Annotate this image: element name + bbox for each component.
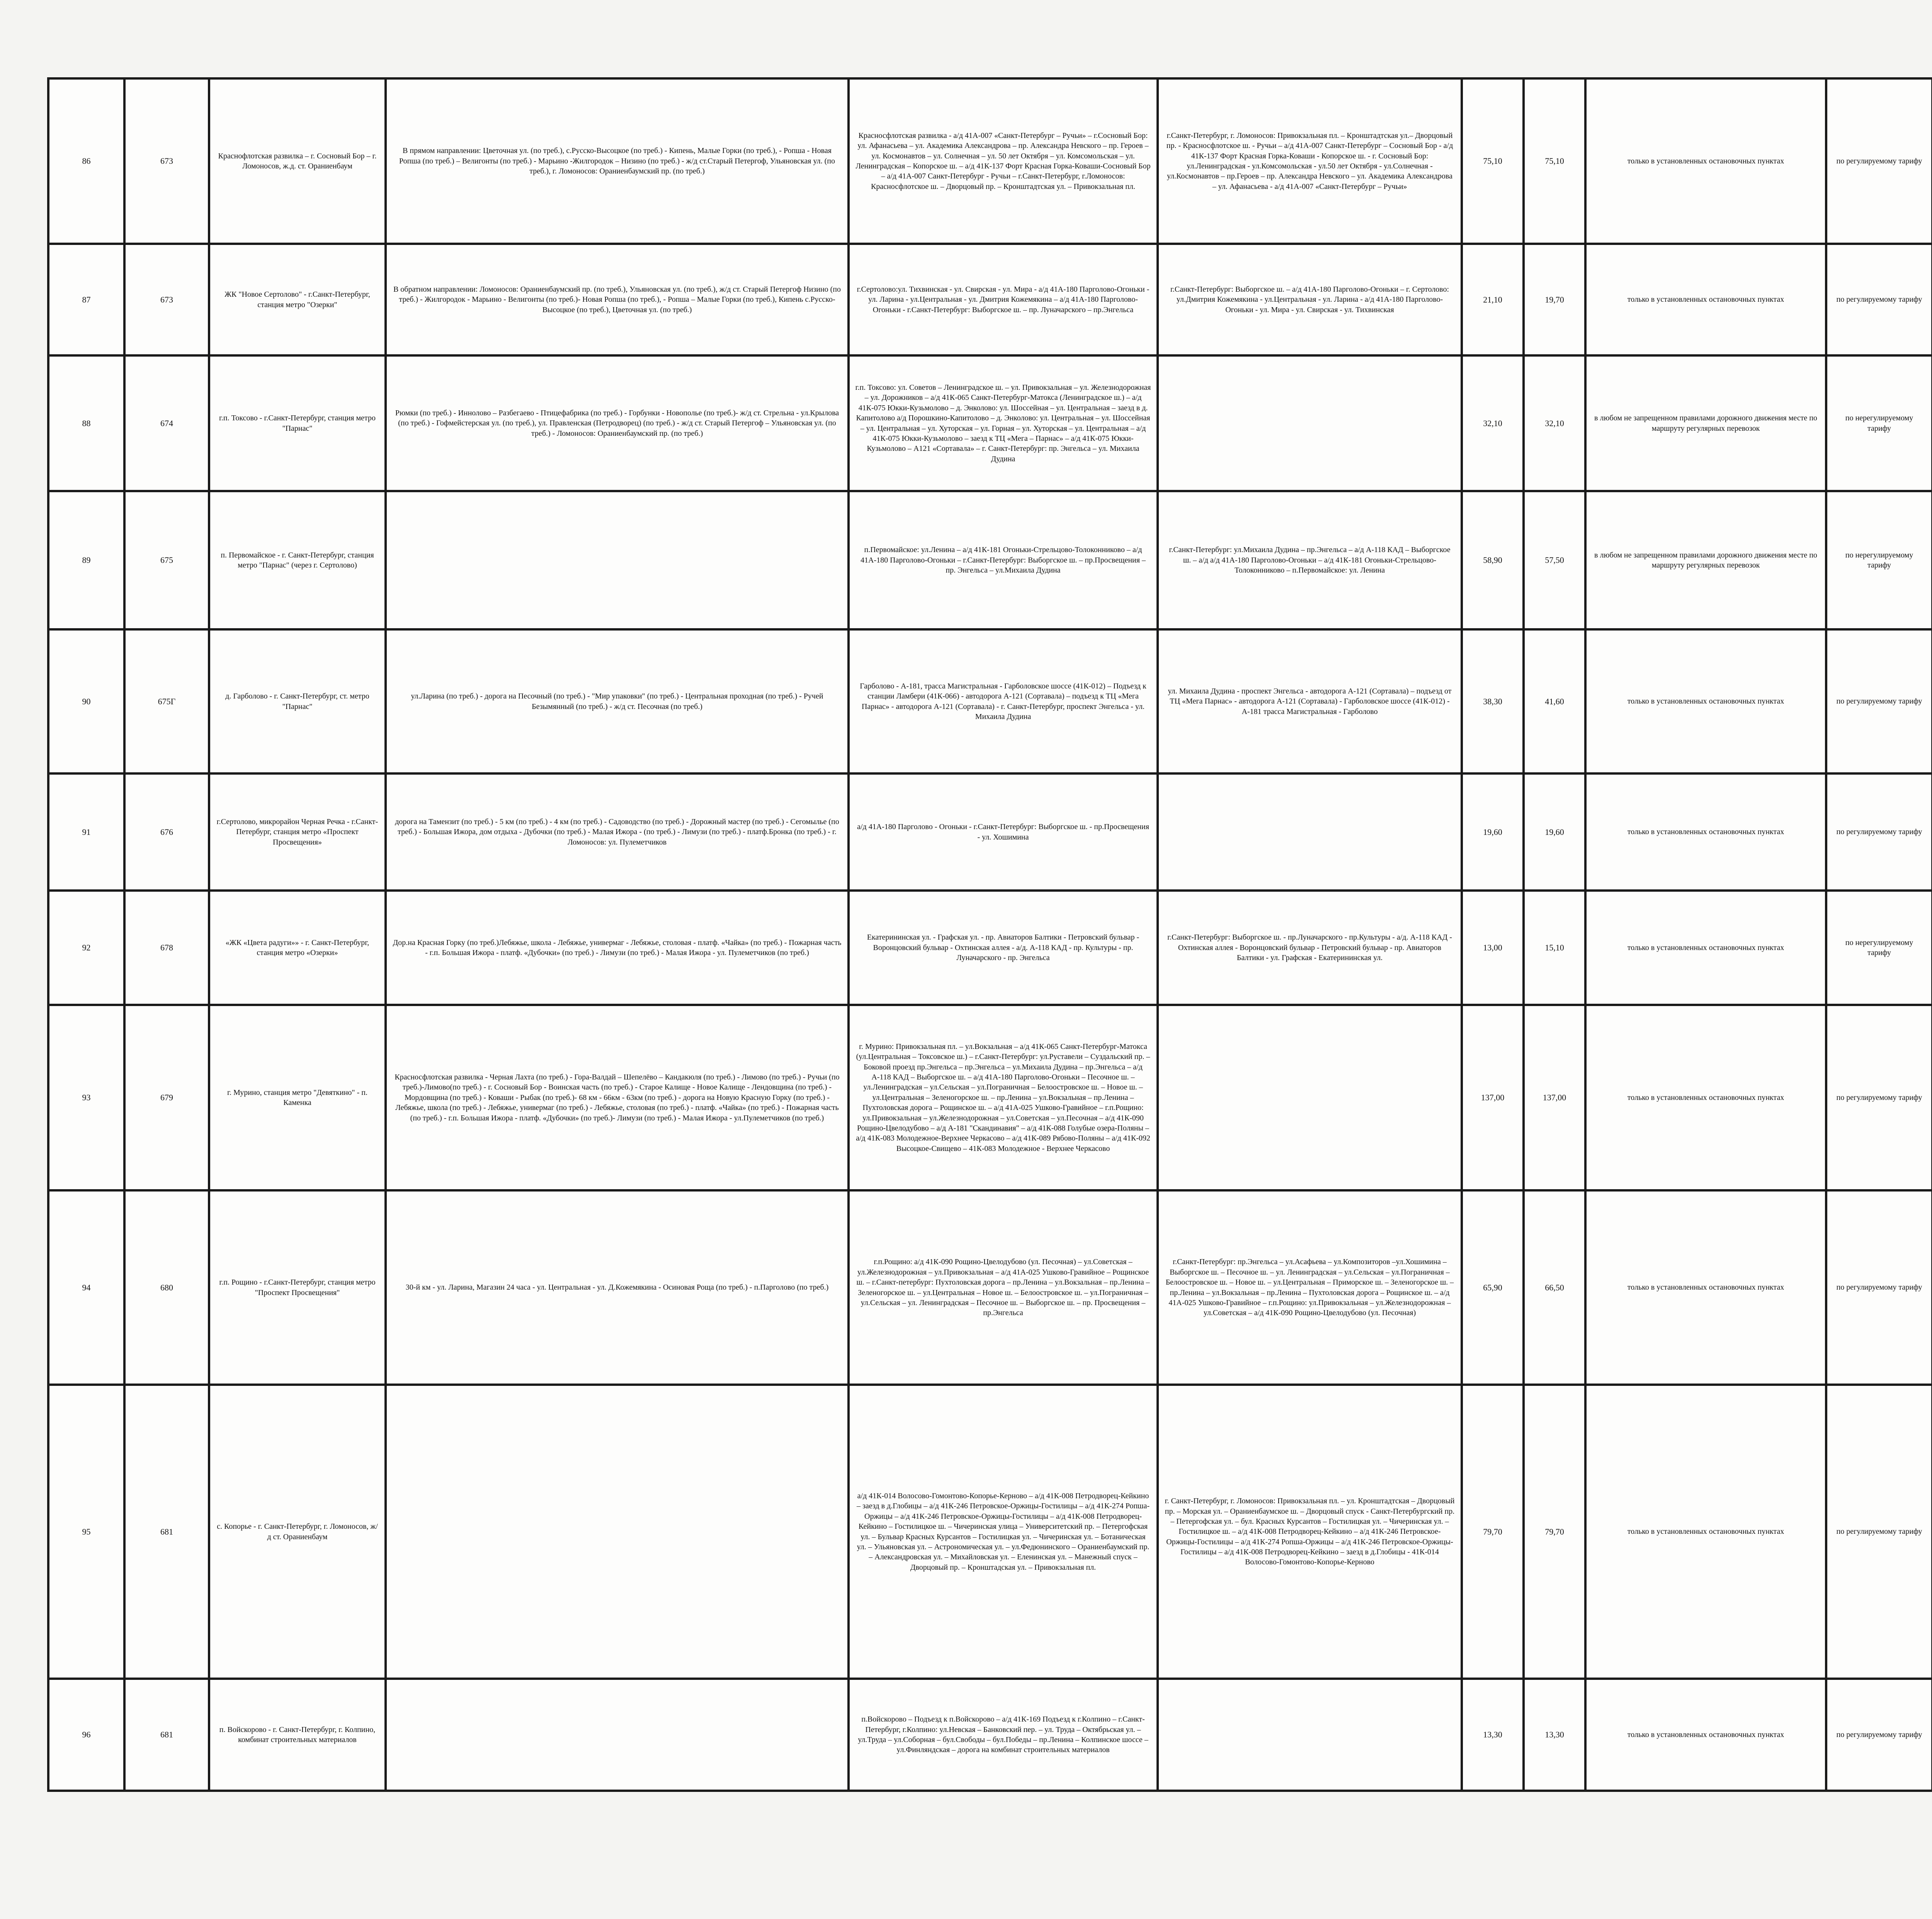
cell-path-forward: п.Войскорово – Подъезд к п.Войскорово – а/д 41К-169 Подъезд к г.Колпино – г.Санкт-Петербург, г.Колпино: ул.Невская – Банковский пер. – ул. Труда – Октябрьская ул. – ул.Труда – ул.Соборная – бул.Свободы – бул.Победы – пр.Ленина – Колпинское шоссе – ул.Финляндская – дорога на комбинат строительных материалов — [849, 1679, 1158, 1791]
table-row — [48, 629, 1932, 773]
cell-tariff-type: по регулируемому тарифу — [1826, 629, 1932, 773]
cell-length-backward: 15,10 — [1524, 891, 1585, 1005]
cell-path-forward: Екатерининская ул. - Графская ул. - пр. Авиаторов Балтики - Петровский бульвар - Воронцовский бульвар - Охтинская аллея - а/д. А-118 КАД - пр. Культуры - пр. Луначарского - пр. Энгельса — [849, 891, 1158, 1005]
cell-route-number: 681 — [124, 1385, 209, 1679]
table-row — [48, 244, 1932, 355]
cell-row-number: 89 — [48, 491, 124, 629]
cell-boarding-procedure: только в установленных остановочных пунктах — [1585, 1190, 1826, 1385]
cell-route-number: 679 — [124, 1005, 209, 1190]
cell-length-backward: 19,70 — [1524, 244, 1585, 355]
cell-route-endpoints: с. Копорье - г. Санкт-Петербург, г. Ломоносов, ж/д ст. Ораниенбаум — [209, 1385, 386, 1679]
cell-length-backward: 75,10 — [1524, 78, 1585, 244]
cell-length-forward: 21,10 — [1462, 244, 1524, 355]
cell-route-number: 673 — [124, 244, 209, 355]
cell-path-forward: г. Мурино: Привокзальная пл. – ул.Вокзальная – а/д 41К-065 Санкт-Петербург-Матокса (ул.Центральная – Токсовское ш.) – г.Санкт-Петербург: ул.Руставели – Суздальский пр. – Боковой проезд пр.Энгельса – пр.Энгельса – ул.Михаила Дудина – пр.Энгельса – а/д А-118 КАД – Выборгское ш. – а/д 41А-180 Парголово-Огоньки – Песочное ш. – ул.Ленинградская – ул.Сельская – ул.Пограничная – Белоостровское ш. – Новое ш. – ул.Центральная – Зеленогорское ш. – пр.Ленина – ул.Вокзальная – пр.Ленина – Пухтоловская дорога – Рощинское ш. – а/д 41А-025 Ушково-Гравийное – г.п.Рощино: ул.Привокзальная – ул.Железнодорожная – ул.Советская – ул.Песочная – а/д 41К-090 Рощино-Цвелодубово – а/д А-181 "Скандинавия" – а/д 41К-088 Голубые озера-Поляны – а/д 41К-083 Молодежное-Верхнее Черкасово – а/д 41К-089 Рябово-Поляны – а/д 41К-092 Высоцкое-Свищево – 41К-083 Молодежное - Верхнее Черкасово — [849, 1005, 1158, 1190]
cell-boarding-procedure: только в установленных остановочных пунктах — [1585, 773, 1826, 891]
cell-path-backward: г. Санкт-Петербург, г. Ломоносов: Привокзальная пл. – ул. Кронштадтская – Дворцовый пр. – Морская ул. – Ораниенбаумское ш. – Дворцовый спуск - Санкт-Петербургский пр. – Петергофская ул. – бул. Красных Курсантов – Гостилицкая ул. – Чичеринская ул. – Гостилицкое ш. – а/д 41К-008 Петродворец-Кейкино – а/д 41К-246 Петровское-Оржицы-Гостилицы – а/д 41К-274 Ропша-Оржицы – а/д 41К-246 Петровское-Оржицы-Гостилицы – а/д 41К-008 Петродворец-Кейкино – заезд в д.Глобицы - 41К-014 Волосово-Гомонтово-Копорье-Керново — [1158, 1385, 1462, 1679]
cell-length-forward: 58,90 — [1462, 491, 1524, 629]
cell-intermediate-stops: Рюмки (по треб.) - Иннолово – Разбегаево - Птицефабрика (по треб.) - Горбунки - Новополье (по треб.)- ж/д ст. Стрельна - ул.Крылова (по треб.) - Гофмейстерская ул. (по треб.), ул. Правленская (Петродворец) (по треб.) - ж/д ст. Старый Петергоф – Ульяновская ул. (по треб.) - Ломоносов: Ораниенбаумский пр. (по треб.) — [386, 355, 849, 491]
cell-length-backward: 66,50 — [1524, 1190, 1585, 1385]
cell-boarding-procedure: только в установленных остановочных пунктах — [1585, 891, 1826, 1005]
table-row — [48, 773, 1932, 891]
cell-route-endpoints: Краснофлотская развилка – г. Сосновый Бор – г. Ломоносов, ж.д. ст. Ораниенбаум — [209, 78, 386, 244]
cell-row-number: 88 — [48, 355, 124, 491]
cell-length-forward: 79,70 — [1462, 1385, 1524, 1679]
table-row — [48, 1005, 1932, 1190]
cell-tariff-type: по регулируемому тарифу — [1826, 773, 1932, 891]
registry-body — [48, 78, 1932, 1791]
cell-path-backward: г.Санкт-Петербург: Выборгское ш. - пр.Луначарского - пр.Культуры - а/д. А-118 КАД - Охтинская аллея - Воронцовский бульвар - Петровский бульвар - пр. Авиаторов Балтики - ул. Графская - Екатерининская ул. — [1158, 891, 1462, 1005]
cell-boarding-procedure: только в установленных остановочных пунктах — [1585, 1005, 1826, 1190]
cell-length-backward: 79,70 — [1524, 1385, 1585, 1679]
cell-intermediate-stops: Красносфлотская развилка - Черная Лахта (по треб.) - Гора-Валдай – Шепелёво – Кандакюля (по треб.) - Лимово (по треб.) - Ручьи (по треб.)-Лимово(по треб.) - г. Сосновый Бор - Воинская часть (по треб.) - Старое Калище - Новое Калище - Лендовщина (по треб.) - Мордовщина (по треб.) - Коваши - Рыбак (по треб.)- 68 км - 66км - 63км (по треб.) - дорога на Новую Красную Горку (по треб.) - Лебяжье, школа (по треб.) - Лебяжье, универмаг (по треб.) - Лебяжье, столовая (по треб.) - платф. «Чайка» (по треб.) - Пожарная часть (по треб.) - г.п. Большая Ижора - платф. «Дубочки» (по треб.)- Лимузи (по треб.) - Малая Ижора - ул.Пулеметчиков (по треб.) — [386, 1005, 849, 1190]
cell-path-backward: г.Санкт-Петербург: ул.Михаила Дудина – пр.Энгельса – а/д А-118 КАД – Выборгское ш. – а/д а/д 41А-180 Парголово-Огоньки – а/д 41К-181 Огоньки-Стрельцово-Толоконниково – п.Первомайское: ул. Ленина — [1158, 491, 1462, 629]
cell-route-endpoints: г.п. Рощино - г.Санкт-Петербург, станция метро "Проспект Просвещения" — [209, 1190, 386, 1385]
cell-route-number: 680 — [124, 1190, 209, 1385]
cell-route-number: 678 — [124, 891, 209, 1005]
cell-row-number: 87 — [48, 244, 124, 355]
cell-intermediate-stops: 30-й км - ул. Ларина, Магазин 24 часа - ул. Центральная - ул. Д.Кожемякина - Осиновая Роща (по треб.) - п.Парголово (по треб.) — [386, 1190, 849, 1385]
cell-route-number: 676 — [124, 773, 209, 891]
cell-path-forward: Гарболово - А-181, трасса Магистральная - Гарболовское шоссе (41К-012) – Подъезд к станции Ламбери (41К-066) - автодорога А-121 (Сортавала) – подъезд к ТЦ «Мега Парнас» - автодорога А-121 (Сортавала) - г. Санкт-Петербург, проспект Энгельса - ул. Михаила Дудина — [849, 629, 1158, 773]
cell-intermediate-stops: В обратном направлении: Ломоносов: Ораниенбаумский пр. (по треб.), Ульяновская ул. (по треб.), ж/д ст. Старый Петергоф Низино (по треб.) - Жилгородок - Марьино - Велигонты (по треб.)- Новая Ропша (по треб.), - Ропша – Малые Горки (по треб.), Кипень с.Русско-Высоцкое (по треб.), Цветочная ул. (по треб.) — [386, 244, 849, 355]
cell-length-backward: 32,10 — [1524, 355, 1585, 491]
cell-tariff-type: по регулируемому тарифу — [1826, 1190, 1932, 1385]
cell-length-backward: 137,00 — [1524, 1005, 1585, 1190]
cell-path-backward — [1158, 355, 1462, 491]
cell-row-number: 91 — [48, 773, 124, 891]
cell-row-number: 92 — [48, 891, 124, 1005]
cell-tariff-type: по регулируемому тарифу — [1826, 1005, 1932, 1190]
cell-boarding-procedure: в любом не запрещенном правилами дорожного движения месте по маршруту регулярных перевозок — [1585, 355, 1826, 491]
cell-route-number: 673 — [124, 78, 209, 244]
cell-row-number: 95 — [48, 1385, 124, 1679]
cell-path-backward — [1158, 773, 1462, 891]
registry-sheet — [47, 77, 1932, 1790]
cell-intermediate-stops: ул.Ларина (по треб.) - дорога на Песочный (по треб.) - "Мир упаковки" (по треб.) - Центральная проходная (по треб.) - Ручей Безымянный (по треб.) - ж/д ст. Песочная (по треб.) — [386, 629, 849, 773]
table-row — [48, 78, 1932, 244]
table-row — [48, 1679, 1932, 1791]
cell-length-forward: 19,60 — [1462, 773, 1524, 891]
cell-tariff-type: по регулируемому тарифу — [1826, 78, 1932, 244]
cell-tariff-type: по регулируемому тарифу — [1826, 244, 1932, 355]
cell-tariff-type: по нерегулируемому тарифу — [1826, 891, 1932, 1005]
cell-length-forward: 13,30 — [1462, 1679, 1524, 1791]
cell-route-endpoints: «ЖК «Цвета радуги»» - г. Санкт-Петербург, станция метро «Озерки» — [209, 891, 386, 1005]
cell-route-number: 674 — [124, 355, 209, 491]
cell-route-endpoints: г.Сертолово, микрорайон Черная Речка - г.Санкт-Петербург, станция метро «Проспект Просвещения» — [209, 773, 386, 891]
cell-route-number: 675Г — [124, 629, 209, 773]
cell-boarding-procedure: только в установленных остановочных пунктах — [1585, 1679, 1826, 1791]
cell-length-forward: 75,10 — [1462, 78, 1524, 244]
table-row — [48, 891, 1932, 1005]
cell-route-endpoints: г.п. Токсово - г.Санкт-Петербург, станция метро "Парнас" — [209, 355, 386, 491]
cell-path-backward: г.Санкт-Петербург: пр.Энгельса – ул.Асафьева – ул.Композиторов –ул.Хошимина – Выборгское ш. – Песочное ш. – ул. Ленинградская – ул.Сельская – ул.Пограничная – Белоостровское ш. – Новое ш. – ул.Центральная – Приморское ш. – Зеленогорское ш. – пр.Ленина – ул.Вокзальная – пр.Ленина – Пухтоловская дорога – Рощинское ш. – а/д 41А-025 Ушково-Гравийное – г.п.Рощино: ул.Привокзальная – ул.Железнодорожная – ул.Советская – а/д 41К-090 Рощино-Цвелодубово (ул. Песочная) — [1158, 1190, 1462, 1385]
cell-route-number: 681 — [124, 1679, 209, 1791]
cell-intermediate-stops: Дор.на Красная Горку (по треб.)Лебяжье, школа - Лебяжье, универмаг - Лебяжье, столовая - платф. «Чайка» (по треб.) - Пожарная часть - г.п. Большая Ижора - платф. «Дубочки» (по треб.) - Лимузи (по треб.) - Малая Ижора - ул. Пулеметчиков (по треб.) — [386, 891, 849, 1005]
cell-tariff-type: по нерегулируемому тарифу — [1826, 491, 1932, 629]
cell-boarding-procedure: только в установленных остановочных пунктах — [1585, 1385, 1826, 1679]
cell-row-number: 90 — [48, 629, 124, 773]
cell-path-forward: г.п.Рощино: а/д 41К-090 Рощино-Цвелодубово (ул. Песочная) – ул.Советская – ул.Железнодорожная – ул.Привокзальная – а/д 41А-025 Ушково-Гравийное – Рощинское ш. – г.Санкт-петербург: Пухтоловская дорога – пр.Ленина – ул.Вокзальная – пр.Ленина – Зеленогорское ш. – ул.Центральная – Новое ш. – Белоостровское ш. – ул.Пограничная – ул.Сельская – ул. Ленинградская – Песочное ш. – Выборгское ш. – пр. Просвещения – пр.Энгельса — [849, 1190, 1158, 1385]
route-registry-table — [47, 77, 1932, 1792]
cell-path-backward: ул. Михаила Дудина - проспект Энгельса - автодорога А-121 (Сортавала) – подъезд от ТЦ «Мега Парнас» - автодорога А-121 (Сортавала) - Гарболовское шоссе (41К-012) - А-181 трасса Магистральная - Гарболово — [1158, 629, 1462, 773]
cell-length-backward: 57,50 — [1524, 491, 1585, 629]
cell-tariff-type: по нерегулируемому тарифу — [1826, 355, 1932, 491]
cell-intermediate-stops — [386, 1385, 849, 1679]
cell-route-endpoints: п. Войскорово - г. Санкт-Петербург, г. Колпино, комбинат строительных материалов — [209, 1679, 386, 1791]
cell-route-endpoints: п. Первомайское - г. Санкт-Петербург, станция метро "Парнас" (через г. Сертолово) — [209, 491, 386, 629]
cell-boarding-procedure: только в установленных остановочных пунктах — [1585, 244, 1826, 355]
cell-length-backward: 41,60 — [1524, 629, 1585, 773]
cell-path-forward: г.Сертолово:ул. Тихвинская - ул. Свирская - ул. Мира - а/д 41А-180 Парголово-Огоньки - ул. Ларина - ул.Центральная - ул. Дмитрия Кожемякина – а/д 41А-180 Парголово-Огоньки - г.Санкт-Петербург: Выборгское ш. – пр. Луначарского – пр.Энгельса — [849, 244, 1158, 355]
cell-path-forward: а/д 41К-014 Волосово-Гомонтово-Копорье-Керново – а/д 41К-008 Петродворец-Кейкино – заезд в д.Глобицы – а/д 41К-246 Петровское-Оржицы-Гостилицы – а/д 41К-274 Ропша-Оржицы – а/д 41К-246 Петровское-Оржицы-Гостилицы – а/д 41К-008 Петродворец-Кейкино – Гостилицкое ш. – Чичеринская улица – Университетский пр. – Петергофская ул. – Бульвар Красных Курсантов – Гостилицкая ул. – Чичеринская ул. – Ботаническая ул. – Ульяновская ул. – Астрономическая ул. – ул.Федюнинского – Ораниенбаумский пр. – Александровская ул. – Михайловская ул. – Еленинская ул. – Манежный спуск – Дворцовый пр. – Кронштадская ул. – Привокзальная пл. — [849, 1385, 1158, 1679]
cell-length-forward: 13,00 — [1462, 891, 1524, 1005]
table-row — [48, 1190, 1932, 1385]
cell-route-endpoints: д. Гарболово - г. Санкт-Петербург, ст. метро "Парнас" — [209, 629, 386, 773]
cell-length-forward: 137,00 — [1462, 1005, 1524, 1190]
cell-path-backward — [1158, 1005, 1462, 1190]
cell-row-number: 94 — [48, 1190, 124, 1385]
cell-length-forward: 65,90 — [1462, 1190, 1524, 1385]
cell-row-number: 96 — [48, 1679, 124, 1791]
cell-length-backward: 19,60 — [1524, 773, 1585, 891]
table-row — [48, 491, 1932, 629]
cell-intermediate-stops: В прямом направлении: Цветочная ул. (по треб.), с.Русско-Высоцкое (по треб.) - Кипень, Малые Горки (по треб.), - Ропша - Новая Ропша (по треб.) – Велигонты (по треб.) - Марьино -Жилгородок – Низино (по треб.) - ж/д ст.Старый Петергоф, Ульяновская ул. (по треб.), г. Ломоносов: Ораниенбаумский пр. (по треб.) — [386, 78, 849, 244]
cell-intermediate-stops: дорога на Тамензит (по треб.) - 5 км (по треб.) - 4 км (по треб.) - Садоводство (по треб.) - Дорожный мастер (по треб.) - Сегомылье (по треб.) - Большая Ижора, дом отдыха - Дубочки (по треб.) - Малая Ижора - (по треб.) - Лимузи (по треб.) - платф.Бронка (по треб.) - г. Ломоносов: ул. Пулеметчиков — [386, 773, 849, 891]
cell-length-forward: 38,30 — [1462, 629, 1524, 773]
cell-route-endpoints: г. Мурино, станция метро "Девяткино" - п. Каменка — [209, 1005, 386, 1190]
cell-tariff-type: по регулируемому тарифу — [1826, 1679, 1932, 1791]
cell-path-backward — [1158, 1679, 1462, 1791]
cell-boarding-procedure: в любом не запрещенном правилами дорожного движения месте по маршруту регулярных перевозок — [1585, 491, 1826, 629]
cell-path-forward: а/д 41А-180 Парголово - Огоньки - г.Санкт-Петербург: Выборгское ш. - пр.Просвещения - ул. Хошимина — [849, 773, 1158, 891]
cell-tariff-type: по регулируемому тарифу — [1826, 1385, 1932, 1679]
table-row — [48, 355, 1932, 491]
cell-path-forward: Красносфлотская развилка - а/д 41А-007 «Санкт-Петербург – Ручьи» – г.Сосновый Бор: ул. Афанасьева – ул. Академика Александрова – пр. Александра Невского – пр. Героев – ул. Космонавтов – ул. Солнечная – ул. 50 лет Октября – ул. Комсомольская – ул. Ленинградская – Копорское ш. – а/д 41К-137 Форт Красная Горка-Коваши-Сосновый Бор – а/д 41А-007 Санкт-Петербург - Ручьи – г.Санкт-Петербург, г.Ломоносов: Красносфлотское ш. – Дворцовый пр. – Кронштадтская ул. – Привокзальная пл. — [849, 78, 1158, 244]
cell-path-backward: г.Санкт-Петербург: Выборгское ш. – а/д 41А-180 Парголово-Огоньки – г. Сертолово: ул.Дмитрия Кожемякина - ул.Центральная - ул. Ларина - а/д 41А-180 Парголово-Огоньки - ул. Мира - ул. Свирская - ул. Тихвинская — [1158, 244, 1462, 355]
cell-intermediate-stops — [386, 491, 849, 629]
cell-row-number: 93 — [48, 1005, 124, 1190]
cell-intermediate-stops — [386, 1679, 849, 1791]
cell-path-forward: п.Первомайское: ул.Ленина – а/д 41К-181 Огоньки-Стрельцово-Толоконниково – а/д 41А-180 Парголово-Огоньки – г.Санкт-Петербург: Выборгское ш. – пр.Просвещения – пр. Энгельса – ул.Михаила Дудина — [849, 491, 1158, 629]
cell-route-number: 675 — [124, 491, 209, 629]
cell-path-backward: г.Санкт-Петербург, г. Ломоносов: Привокзальная пл. – Кронштадтская ул.– Дворцовый пр. - Красносфлотское ш. - Ручьи – а/д 41А-007 Санкт-Петербург – Сосновый Бор - а/д 41К-137 Форт Красная Горка-Коваши - Копорское ш. - г. Сосновый Бор: ул.Ленинградская - ул.Комсомольская - ул.50 лет Октября - ул.Солнечная - ул.Космонавтов – пр.Героев – пр. Александра Невского – ул. Академика Александрова – ул. Афанасьева - а/д 41А-007 «Санкт-Петербург – Ручьи» — [1158, 78, 1462, 244]
cell-length-backward: 13,30 — [1524, 1679, 1585, 1791]
cell-row-number: 86 — [48, 78, 124, 244]
table-row — [48, 1385, 1932, 1679]
cell-path-forward: г.п. Токсово: ул. Советов – Ленинградское ш. – ул. Привокзальная – ул. Железнодорожная – ул. Дорожников – а/д 41К-065 Санкт-Петербург-Матокса (Ленинградское ш.) – а/д 41К-075 Юкки-Кузьмолово – д. Энколово: ул. Шоссейная – ул. Центральная – заезд в д. Капитолово а/д Порошкино-Капитолово – д. Энколово: ул. Центральная – ул. Шоссейная – ул. Центральная – ул. Хуторская – ул. Горная – ул. Хуторская – ул. Центральная – а/д 41К-075 Юкки-Кузьмолово – заезд к ТЦ «Мега – Парнас» – а/д 41К-075 Юкки-Кузьмолово – А121 «Сортавала» – г. Санкт-Петербург: пр. Энгельса – ул. Михаила Дудина — [849, 355, 1158, 491]
cell-boarding-procedure: только в установленных остановочных пунктах — [1585, 78, 1826, 244]
cell-length-forward: 32,10 — [1462, 355, 1524, 491]
cell-route-endpoints: ЖК "Новое Сертолово" - г.Санкт-Петербург, станция метро "Озерки" — [209, 244, 386, 355]
cell-boarding-procedure: только в установленных остановочных пунктах — [1585, 629, 1826, 773]
